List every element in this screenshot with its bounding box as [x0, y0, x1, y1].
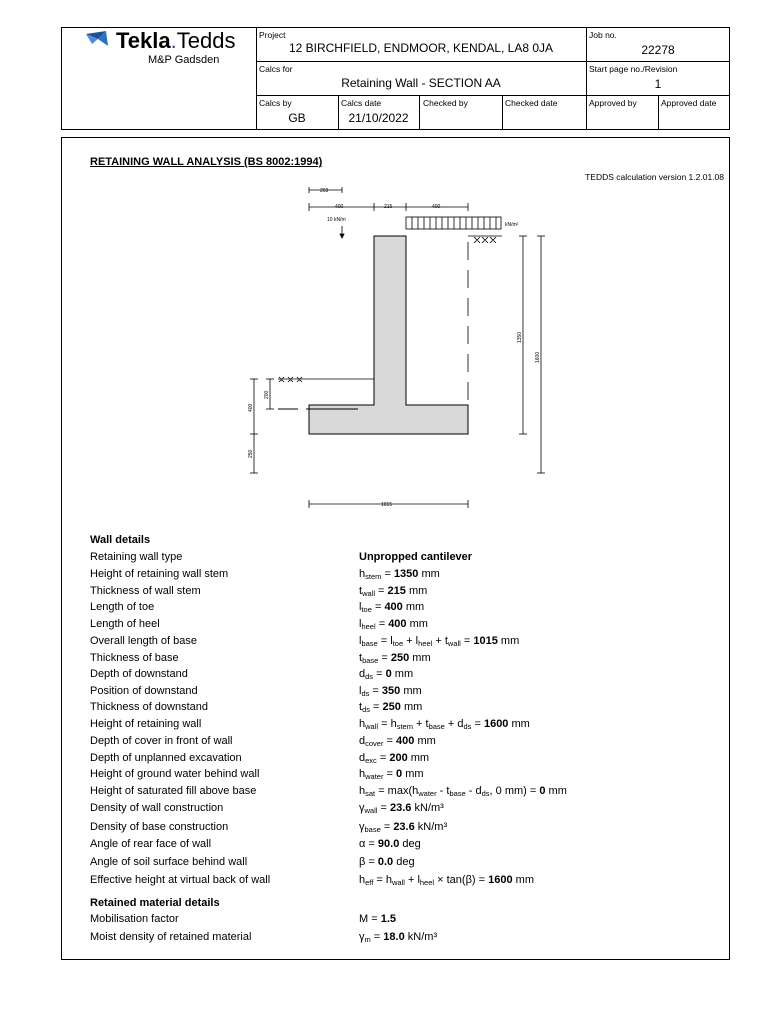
row-value: $l_{toe} = 400$ mm	[359, 601, 425, 614]
approved-date-label: Approved date	[661, 98, 717, 108]
row-label: Length of toe	[90, 601, 155, 613]
tekla-logo-icon	[84, 30, 112, 50]
dim-stem: 215	[384, 204, 393, 210]
load-left-label: 10 kN/m	[327, 217, 346, 223]
row-label: Density of base construction	[90, 821, 229, 833]
calcs-by-label: Calcs by	[259, 98, 292, 108]
row-label: Thickness of wall stem	[90, 585, 201, 597]
row-label: Mobilisation factor	[90, 913, 179, 925]
brand-text: Tekla.Tedds	[116, 28, 236, 53]
calcs-for-label: Calcs for	[259, 64, 293, 74]
company-name: M&P Gadsden	[148, 54, 220, 66]
dim-203: 203	[320, 188, 329, 194]
row-value: Unpropped cantilever	[359, 551, 473, 563]
row-label: Retaining wall type	[90, 551, 183, 563]
job-no-label: Job no.	[589, 30, 617, 40]
row-label: Overall length of base	[90, 635, 198, 647]
dim-400: 400	[248, 403, 254, 412]
row-value: $h_{sat} = \max(h_{water} - t_{base} - d_{ds}$, 0 mm) = 0 mm	[359, 785, 567, 798]
start-page-value: 1	[654, 77, 662, 91]
calcs-for-value: Retaining Wall - SECTION AA	[341, 76, 501, 90]
start-page-label: Start page no./Revision	[589, 64, 678, 74]
row-label: Length of heel	[90, 618, 160, 630]
row-value: $t_{base} = 250$ mm	[359, 652, 431, 665]
row-value: $\gamma_m = 18.0$ kN/m³	[359, 931, 438, 944]
retaining-wall-diagram	[62, 138, 729, 518]
dim-heel: 400	[432, 204, 441, 210]
row-value: $t_{ds} = 250$ mm	[359, 701, 423, 714]
row-value: $t_{wall} = 215$ mm	[359, 585, 428, 598]
row-value: $l_{base} = l_{toe} + l_{heel} + t_{wall} = 1015$ mm	[359, 635, 520, 648]
row-value: α = 90.0 deg	[359, 838, 421, 850]
approved-by-label: Approved by	[589, 98, 637, 108]
row-label: Depth of unplanned excavation	[90, 752, 242, 764]
checked-date-label: Checked date	[505, 98, 558, 108]
wall-details-heading: Wall details	[90, 534, 151, 546]
project-label: Project	[259, 30, 286, 40]
dim-toe: 400	[335, 204, 344, 210]
title-block	[61, 27, 730, 130]
row-label: Thickness of downstand	[90, 701, 209, 713]
dim-200: 200	[264, 390, 270, 399]
brand-bold: Tekla	[116, 28, 171, 53]
brand-rest: Tedds	[176, 28, 236, 53]
row-value: $h_{wall} = h_{stem} + t_{base} + d_{ds} = 1600$ mm	[359, 718, 530, 731]
calcs-date-label: Calcs date	[341, 98, 382, 108]
surcharge-load	[406, 217, 501, 229]
calcs-date-value: 21/10/2022	[348, 111, 409, 125]
retained-material-heading: Retained material details	[90, 897, 220, 909]
row-value: M = 1.5	[359, 913, 396, 925]
dim-1015: 1015	[381, 502, 393, 508]
load-right-label: kN/m²	[505, 222, 519, 228]
row-label: Effective height at virtual back of wall	[90, 874, 271, 886]
row-label: Height of ground water behind wall	[90, 768, 260, 780]
row-value: $l_{ds} = 350$ mm	[359, 685, 422, 698]
row-label: Density of wall construction	[90, 802, 224, 814]
row-value: $d_{ds} = 0$ mm	[359, 668, 414, 681]
row-value: $h_{eff} = h_{wall} + l_{heel} \times \tan(\beta) = 1600$ mm	[359, 874, 534, 887]
tekla-tedds-logo	[84, 28, 234, 56]
row-label: Height of retaining wall stem	[90, 568, 229, 580]
page-title: RETAINING WALL ANALYSIS (BS 8002:1994)	[90, 156, 323, 168]
row-value: $d_{cover} = 400$ mm	[359, 735, 436, 748]
row-label: Height of saturated fill above base	[90, 785, 257, 797]
row-value: $d_{exc} = 200$ mm	[359, 752, 430, 765]
row-value: $\gamma_{wall} = 23.6$ kN/m³	[359, 802, 444, 815]
row-label: Depth of downstand	[90, 668, 188, 680]
calculation-sheet	[61, 137, 730, 960]
row-label: Depth of cover in front of wall	[90, 735, 233, 747]
row-label: Angle of soil surface behind wall	[90, 856, 248, 868]
row-value: $l_{heel} = 400$ mm	[359, 618, 428, 631]
row-label: Moist density of retained material	[90, 931, 252, 943]
project-value: 12 BIRCHFIELD, ENDMOOR, KENDAL, LA8 0JA	[288, 41, 554, 55]
row-value: $h_{water} = 0$ mm	[359, 768, 424, 781]
dim-1600: 1600	[535, 351, 541, 363]
checked-by-label: Checked by	[423, 98, 468, 108]
job-no-value: 22278	[641, 43, 675, 57]
calcs-by-value: GB	[288, 111, 306, 125]
version-text: TEDDS calculation version 1.2.01.08	[585, 172, 724, 182]
row-label: Position of downstand	[90, 685, 198, 697]
row-value: $h_{stem} = 1350$ mm	[359, 568, 440, 581]
row-label: Angle of rear face of wall	[90, 838, 212, 850]
wall-section	[309, 236, 468, 434]
row-value: $\gamma_{base} = 23.6$ kN/m³	[359, 821, 448, 834]
dim-250: 250	[248, 449, 254, 458]
row-label: Thickness of base	[90, 652, 179, 664]
row-value: β = 0.0 deg	[359, 856, 415, 868]
dim-1350: 1350	[517, 331, 523, 343]
row-label: Height of retaining wall	[90, 718, 202, 730]
